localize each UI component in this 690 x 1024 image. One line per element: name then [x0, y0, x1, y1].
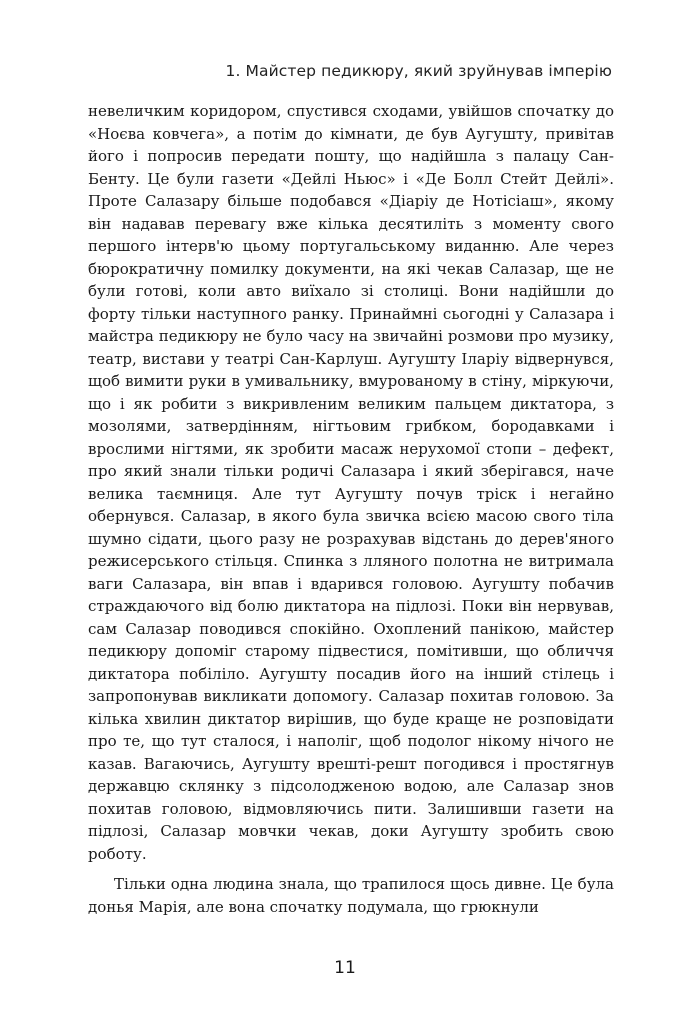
body-text	[88, 100, 614, 918]
running-header: 1. Майстер педикюру, який зруйнував імперію	[225, 62, 612, 80]
paragraph: невеличким коридором, спустився сходами, увійшов спочатку до «Ноєва ковчега», а потім до кімнати, де був Аугушту, привітав його і попросив передати пошту, що надійшла з палацу Сан-Бенту. Це були газети «Дейлі Ньюс» і «Де Болл Стейт Дейлі». Проте Салазару більше подобався «Діаріу де Нотісіаш», якому він надавав перевагу вже кілька десятиліть з моменту свого першого інтерв'ю цьому португальському виданню. Але через бюрократичну помилку документи, на які чекав Салазар, ще не були готові, коли авто виїхало зі столиці. Вони надійшли до форту тільки наступного ранку. Принаймні сьогодні у Салазара і майстра педикюру не було часу на звичайні розмови про музику, театр, вистави у театрі Сан-Карлуш. Аугушту Іларіу відвернувся, щоб вимити руки в умивальнику, вмурованому в стіну, міркуючи, що і як робити з викривленим великим пальцем диктатора, з мозолями, затвердінням, нігтьовим грибком, бородавками і врослими нігтями, як зробити масаж нерухомої стопи – дефект, про який знали тільки родичі Салазара і який зберігався, наче велика таємниця. Але тут Аугушту почув тріск і негайно обернувся. Салазар, в якого була звичка всією масою свого тіла шумно сідати, цього разу не розрахував відстань до дерев'яного режисерського стільця. Спинка з лляного полотна не витримала ваги Салазара, він впав і вдарився головою. Аугушту побачив страждаючого від болю диктатора на підлозі. Поки він нервував, сам Салазар поводився спокійно. Охоплений панікою, майстер педикюру допоміг старому підвестися, помітивши, що обличчя диктатора побіліло. Аугушту посадив його на інший стілець і запропонував викликати допомогу. Салазар похитав головою. За кілька хвилин диктатор вирішив, що буде краще не розповідати про те, що тут сталося, і наполіг, щоб подолог нікому нічого не казав. Вагаючись, Аугушту врешті-решт погодився і простягнув державцю склянку з підсолодженою водою, але Салазар знов похитав головою, відмовляючись пити. Залишивши газети на підлозі, Салазар мовчки чекав, доки Аугушту зробить свою роботу.	[88, 102, 614, 863]
paragraph: Тільки одна людина знала, що трапилося щось дивне. Це була донья Марія, але вона спочатку подумала, що грюкнули	[88, 875, 614, 916]
page-number: 11	[334, 958, 356, 978]
